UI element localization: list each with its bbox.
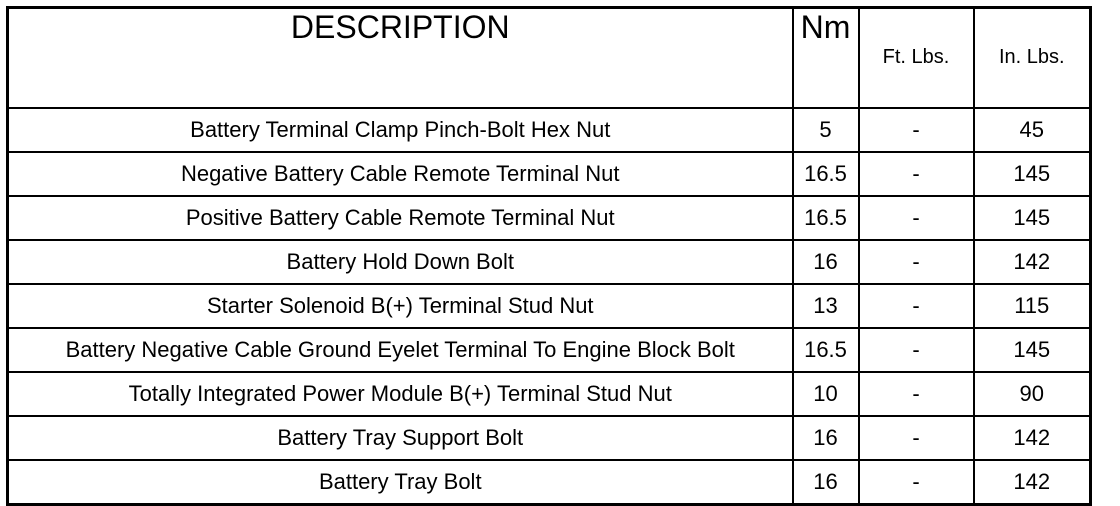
- cell-description: Starter Solenoid B(+) Terminal Stud Nut: [8, 284, 793, 328]
- cell-in-lbs: 145: [974, 328, 1091, 372]
- cell-in-lbs: 145: [974, 196, 1091, 240]
- cell-description: Battery Tray Bolt: [8, 460, 793, 505]
- cell-in-lbs: 115: [974, 284, 1091, 328]
- cell-ft-lbs: -: [859, 416, 974, 460]
- cell-in-lbs: 142: [974, 240, 1091, 284]
- cell-ft-lbs: -: [859, 460, 974, 505]
- cell-nm: 5: [793, 108, 859, 152]
- cell-nm: 16.5: [793, 328, 859, 372]
- cell-in-lbs: 142: [974, 416, 1091, 460]
- cell-ft-lbs: -: [859, 240, 974, 284]
- cell-description: Positive Battery Cable Remote Terminal Nut: [8, 196, 793, 240]
- table-row: [8, 372, 1091, 416]
- header-description: DESCRIPTION: [8, 8, 793, 108]
- cell-nm: 16: [793, 240, 859, 284]
- cell-description: Battery Terminal Clamp Pinch-Bolt Hex Nut: [8, 108, 793, 152]
- cell-ft-lbs: -: [859, 152, 974, 196]
- table-header-row: [8, 8, 1091, 108]
- table-row: [8, 328, 1091, 372]
- cell-nm: 16: [793, 416, 859, 460]
- cell-description: Battery Tray Support Bolt: [8, 416, 793, 460]
- table-row: [8, 108, 1091, 152]
- table-row: [8, 284, 1091, 328]
- cell-nm: 16.5: [793, 196, 859, 240]
- cell-nm: 16: [793, 460, 859, 505]
- table-row: [8, 196, 1091, 240]
- cell-ft-lbs: -: [859, 372, 974, 416]
- cell-nm: 10: [793, 372, 859, 416]
- table-row: [8, 460, 1091, 505]
- cell-description: Negative Battery Cable Remote Terminal Nut: [8, 152, 793, 196]
- cell-ft-lbs: -: [859, 328, 974, 372]
- cell-nm: 16.5: [793, 152, 859, 196]
- cell-ft-lbs: -: [859, 108, 974, 152]
- header-ft-lbs: Ft. Lbs.: [859, 8, 974, 108]
- table-row: [8, 152, 1091, 196]
- cell-description: Totally Integrated Power Module B(+) Terminal Stud Nut: [8, 372, 793, 416]
- cell-description: Battery Hold Down Bolt: [8, 240, 793, 284]
- header-in-lbs: In. Lbs.: [974, 8, 1091, 108]
- cell-ft-lbs: -: [859, 284, 974, 328]
- torque-spec-table: [6, 6, 1092, 506]
- cell-nm: 13: [793, 284, 859, 328]
- cell-in-lbs: 145: [974, 152, 1091, 196]
- cell-ft-lbs: -: [859, 196, 974, 240]
- table-row: [8, 416, 1091, 460]
- cell-in-lbs: 90: [974, 372, 1091, 416]
- cell-in-lbs: 45: [974, 108, 1091, 152]
- table-row: [8, 240, 1091, 284]
- cell-in-lbs: 142: [974, 460, 1091, 505]
- cell-description: Battery Negative Cable Ground Eyelet Terminal To Engine Block Bolt: [8, 328, 793, 372]
- header-nm: Nm: [793, 8, 859, 108]
